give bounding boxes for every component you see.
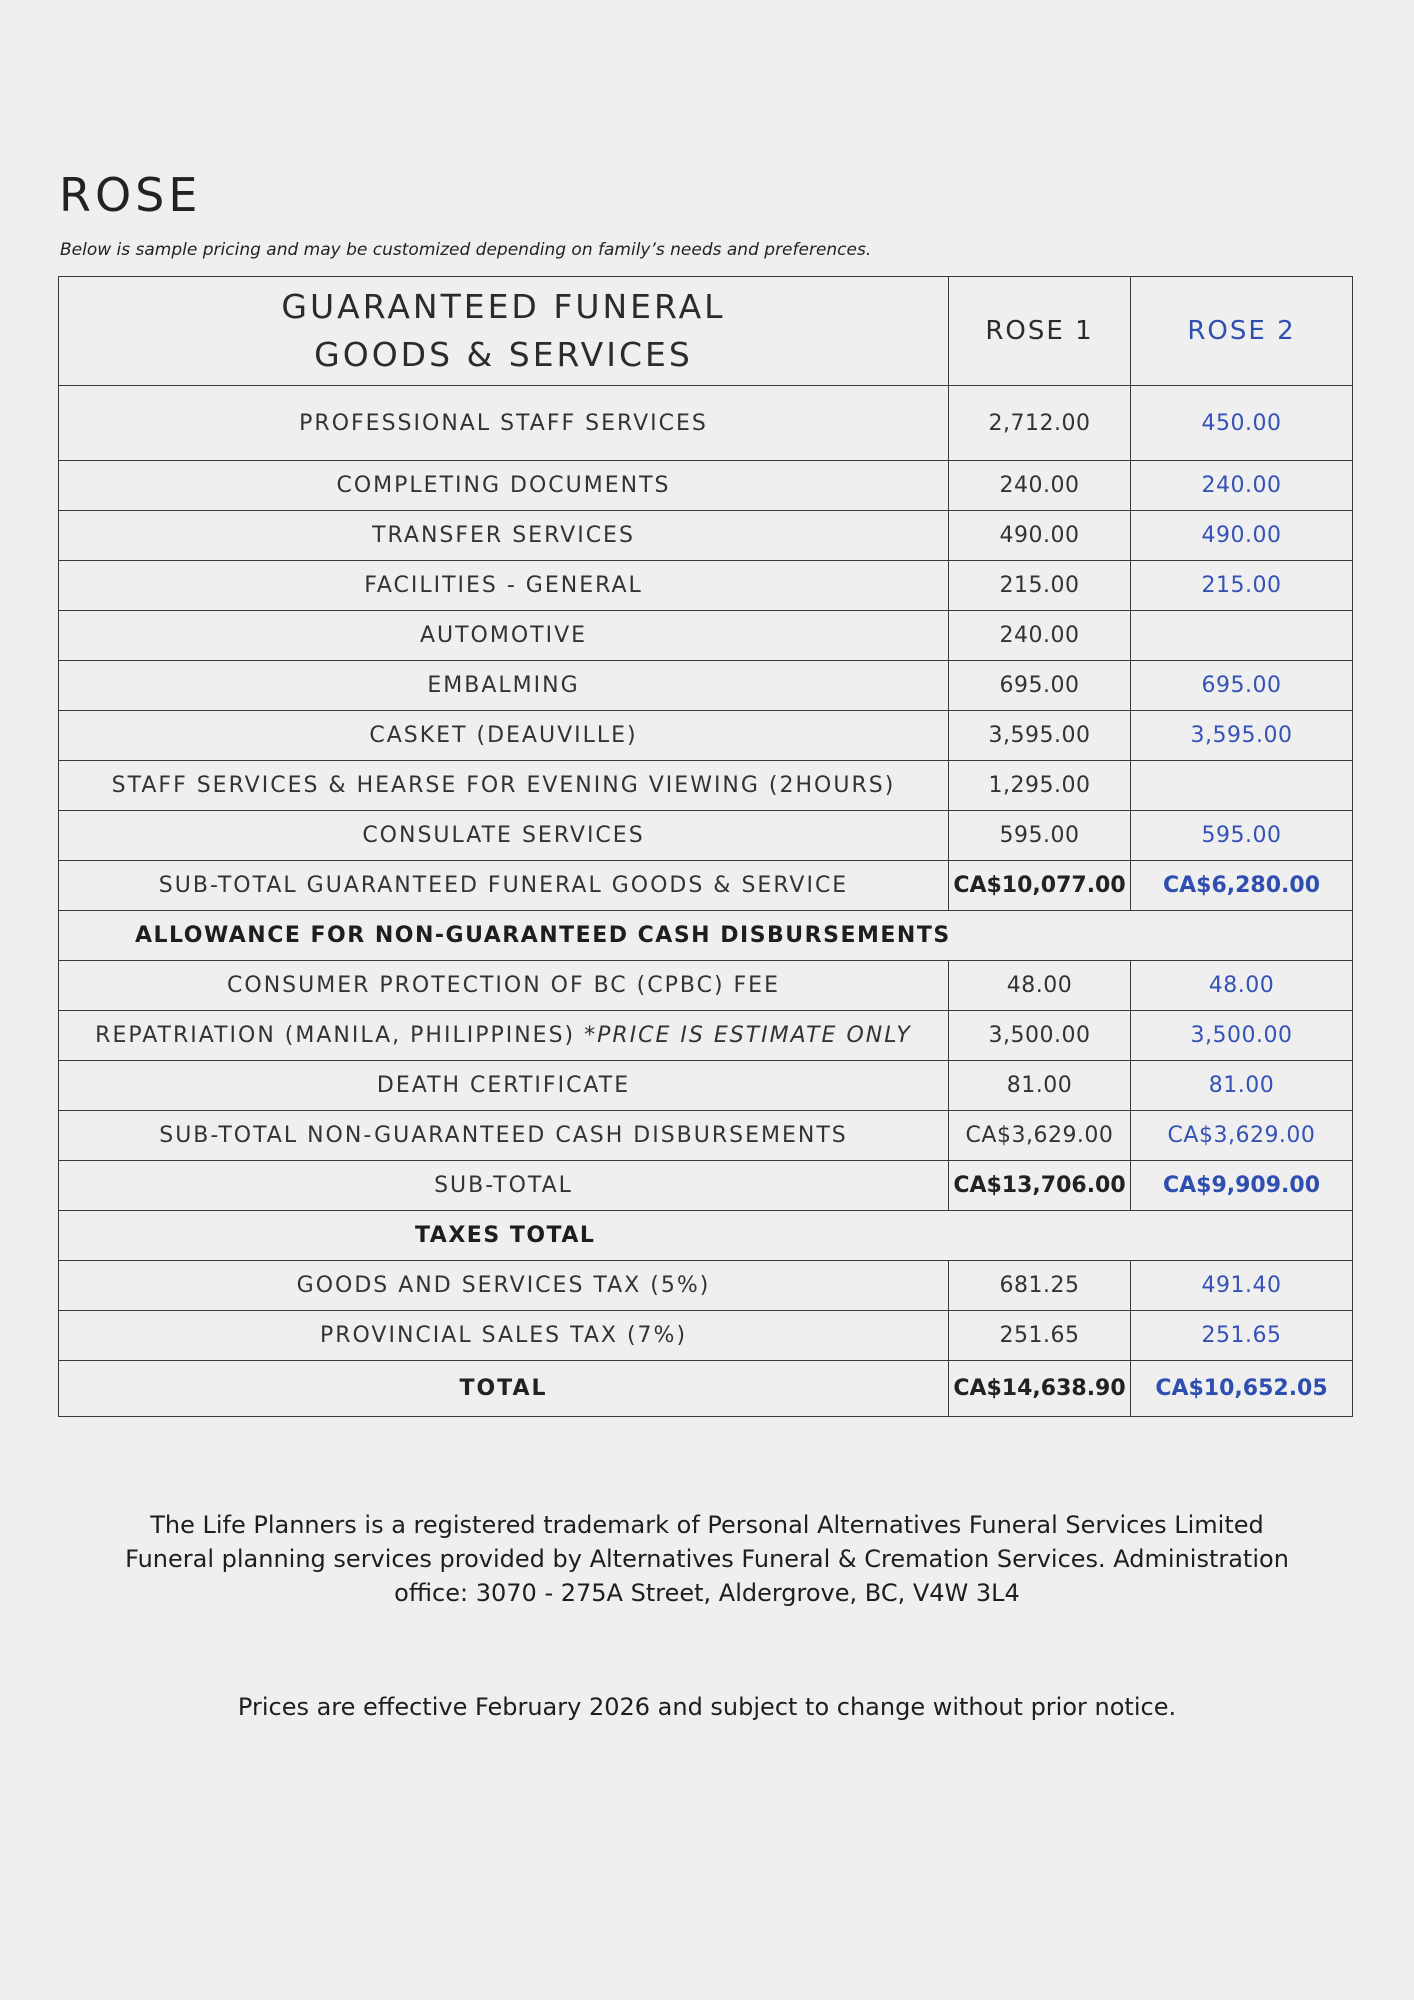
row-label: EMBALMING (59, 661, 949, 711)
allowance-header: ALLOWANCE FOR NON-GUARANTEED CASH DISBURSEMENTS (59, 911, 1353, 961)
row-rose1: 251.65 (949, 1311, 1131, 1361)
subtotal-disbursements-row (59, 1111, 1353, 1161)
row-rose2: 3,500.00 (1131, 1011, 1353, 1061)
subtotal-guaranteed-rose1: CA$10,077.00 (949, 861, 1131, 911)
row-rose1: 3,595.00 (949, 711, 1131, 761)
taxes-header: TAXES TOTAL (59, 1211, 1353, 1261)
row-rose2 (1131, 611, 1353, 661)
total-row (59, 1361, 1353, 1417)
row-rose2: 81.00 (1131, 1061, 1353, 1111)
row-label: COMPLETING DOCUMENTS (59, 461, 949, 511)
row-rose1: 595.00 (949, 811, 1131, 861)
row-label: GOODS AND SERVICES TAX (5%) (59, 1261, 949, 1311)
subtotal-disbursements-rose2: CA$3,629.00 (1131, 1111, 1353, 1161)
row-label: PROVINCIAL SALES TAX (7%) (59, 1311, 949, 1361)
footer-line3: office: 3070 - 275A Street, Aldergrove, BC, V4W 3L4 (394, 1579, 1020, 1607)
allowance-header-row (59, 911, 1353, 961)
header-title-cell (59, 277, 949, 386)
row-rose2: 450.00 (1131, 386, 1353, 461)
row-rose2: 491.40 (1131, 1261, 1353, 1311)
subtotal-disbursements-label: SUB-TOTAL NON-GUARANTEED CASH DISBURSEMENTS (59, 1111, 949, 1161)
footer-notice: Prices are effective February 2026 and subject to change without prior notice. (237, 1693, 1177, 1721)
row-rose2: 215.00 (1131, 561, 1353, 611)
header-title-line1: GUARANTEED FUNERAL (281, 287, 726, 326)
page-subtitle: Below is sample pricing and may be customized depending on family’s needs and preferences. (60, 240, 872, 260)
row-rose2: 251.65 (1131, 1311, 1353, 1361)
total-rose1: CA$14,638.90 (949, 1361, 1131, 1417)
table-row (59, 561, 1353, 611)
row-rose2 (1131, 761, 1353, 811)
table-row (59, 511, 1353, 561)
subtotal-disbursements-rose1: CA$3,629.00 (949, 1111, 1131, 1161)
header-rose2: ROSE 2 (1131, 277, 1353, 386)
row-rose1: 48.00 (949, 961, 1131, 1011)
table-row (59, 611, 1353, 661)
footer-line2: Funeral planning services provided by Alternatives Funeral & Cremation Services. Administration (125, 1545, 1289, 1573)
row-rose1: 1,295.00 (949, 761, 1131, 811)
footer-legal (60, 1508, 1354, 1610)
row-label: CONSUMER PROTECTION OF BC (CPBC) FEE (59, 961, 949, 1011)
table-row (59, 761, 1353, 811)
row-label: TRANSFER SERVICES (59, 511, 949, 561)
row-rose1: 490.00 (949, 511, 1131, 561)
total-rose2: CA$10,652.05 (1131, 1361, 1353, 1417)
row-rose2: 48.00 (1131, 961, 1353, 1011)
subtotal-row (59, 1161, 1353, 1211)
row-label-cell (59, 1011, 949, 1061)
row-label: STAFF SERVICES & HEARSE FOR EVENING VIEWING (2HOURS) (59, 761, 949, 811)
header-title-line2: GOODS & SERVICES (314, 335, 693, 374)
row-rose1: 2,712.00 (949, 386, 1131, 461)
row-label: AUTOMOTIVE (59, 611, 949, 661)
estimate-note: *PRICE IS ESTIMATE ONLY (584, 1023, 912, 1048)
row-rose1: 81.00 (949, 1061, 1131, 1111)
subtotal-label: SUB-TOTAL (59, 1161, 949, 1211)
table-row (59, 1061, 1353, 1111)
subtotal-rose2: CA$9,909.00 (1131, 1161, 1353, 1211)
row-rose1: 215.00 (949, 561, 1131, 611)
subtotal-guaranteed-row (59, 861, 1353, 911)
table-row (59, 1011, 1353, 1061)
header-rose1: ROSE 1 (949, 277, 1131, 386)
row-label: PROFESSIONAL STAFF SERVICES (59, 386, 949, 461)
row-rose2: 3,595.00 (1131, 711, 1353, 761)
row-label: CASKET (DEAUVILLE) (59, 711, 949, 761)
footer-line1: The Life Planners is a registered trademark of Personal Alternatives Funeral Services Limited (150, 1511, 1264, 1539)
table-header-row (59, 277, 1353, 386)
table-row (59, 386, 1353, 461)
table-row (59, 961, 1353, 1011)
row-rose1: 240.00 (949, 461, 1131, 511)
row-rose1: 695.00 (949, 661, 1131, 711)
row-rose1: 3,500.00 (949, 1011, 1131, 1061)
table-row (59, 661, 1353, 711)
subtotal-guaranteed-rose2: CA$6,280.00 (1131, 861, 1353, 911)
table-row (59, 811, 1353, 861)
total-label: TOTAL (59, 1361, 949, 1417)
row-rose2: 595.00 (1131, 811, 1353, 861)
table-row (59, 461, 1353, 511)
row-label: FACILITIES - GENERAL (59, 561, 949, 611)
pricing-table (58, 276, 1353, 1417)
table-row (59, 1311, 1353, 1361)
row-label: DEATH CERTIFICATE (59, 1061, 949, 1111)
table-row (59, 1261, 1353, 1311)
row-label: REPATRIATION (MANILA, PHILIPPINES) (95, 1023, 576, 1048)
subtotal-guaranteed-label: SUB-TOTAL GUARANTEED FUNERAL GOODS & SERVICE (59, 861, 949, 911)
row-rose2: 695.00 (1131, 661, 1353, 711)
row-rose2: 240.00 (1131, 461, 1353, 511)
table-row (59, 711, 1353, 761)
page-title: ROSE (59, 168, 202, 222)
row-rose1: 240.00 (949, 611, 1131, 661)
row-label: CONSULATE SERVICES (59, 811, 949, 861)
row-rose1: 681.25 (949, 1261, 1131, 1311)
taxes-header-row (59, 1211, 1353, 1261)
subtotal-rose1: CA$13,706.00 (949, 1161, 1131, 1211)
row-rose2: 490.00 (1131, 511, 1353, 561)
